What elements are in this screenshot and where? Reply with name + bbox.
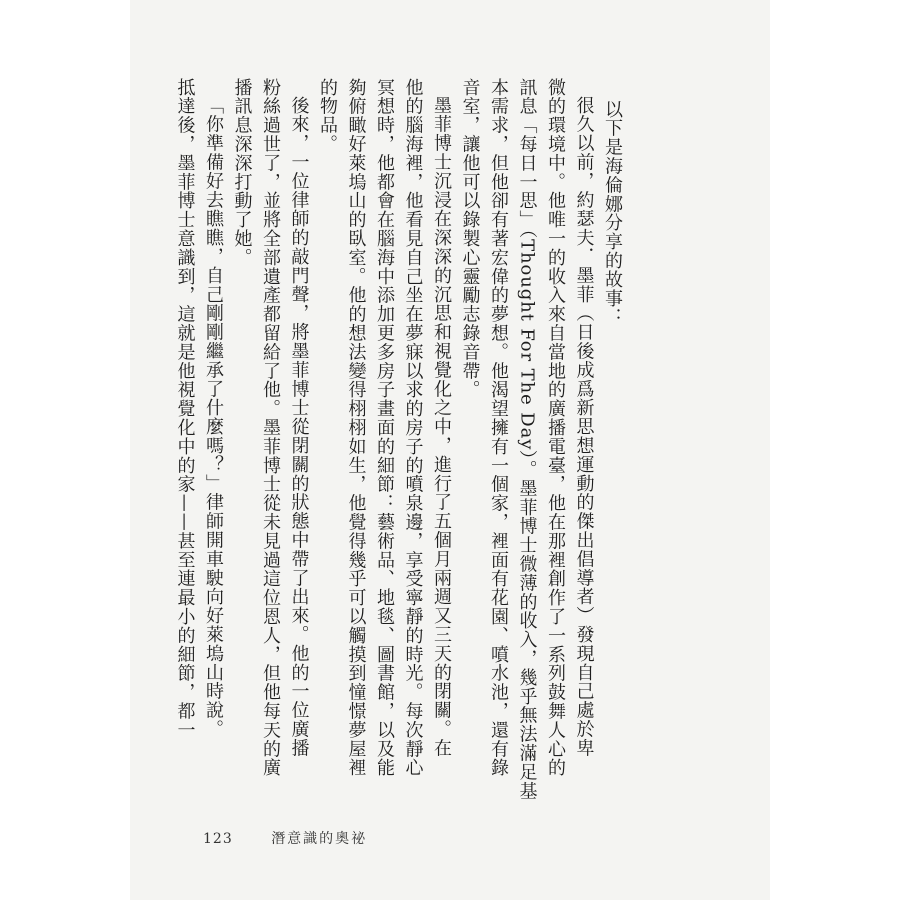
text-line: 很久以前，約瑟夫．墨菲（日後成爲新思想運動的傑出倡導者）發現自己處於卑 <box>573 96 595 758</box>
text-line: 音室，讓他可以錄製心靈勵志錄音帶。 <box>459 78 481 400</box>
text-line: 以下是海倫娜分享的故事： <box>602 99 623 327</box>
text-line: 夠俯瞰好萊塢山的臥室。他的想法變得栩栩如生，他覺得幾乎可以觸摸到憧憬夢屋裡 <box>345 78 367 778</box>
text-line: 墨菲博士沉浸在深深的沉思和視覺化之中，進行了五個月兩週又三天的閉關。在 <box>431 96 452 758</box>
book-page <box>130 0 770 900</box>
text-line: 訊息「每日一思」（Thought For The Day）。墨菲博士微薄的收入，幾乎無法滿足基 <box>516 78 538 801</box>
page-footer <box>203 828 367 848</box>
running-title: 潛意識的奧祕 <box>271 831 368 847</box>
text-line: 播訊息深深打動了她。 <box>231 78 253 267</box>
text-line: 本需求，但他卻有著宏偉的夢想。他渴望擁有一個家，裡面有花園、噴水池，還有錄 <box>488 78 509 778</box>
text-line: 「你準備好去瞧瞧，自己剛剛繼承了什麼嗎？」律師開車駛向好萊塢山時說。 <box>203 96 224 739</box>
text-line: 微的環境中。他唯一的收入來自當地的廣播電臺，他在那裡創作了一系列鼓舞人心的 <box>545 78 566 778</box>
vertical-body-text <box>170 78 626 801</box>
text-line: 後來，一位律師的敲門聲，將墨菲博士從閉關的狀態中帶了出來。他的一位廣播 <box>288 96 310 758</box>
page-number: 123 <box>203 831 233 847</box>
text-line: 的物品。 <box>317 78 338 154</box>
text-line: 粉絲過世了，並將全部遺產都留給了他。墨菲博士從未見過這位恩人，但他每天的廣 <box>260 78 281 778</box>
text-line: 冥想時，他都會在腦海中添加更多房子畫面的細節：藝術品、地毯、圖書館，以及能 <box>374 78 395 778</box>
text-line: 他的腦海裡，他看見自己坐在夢寐以求的房子的噴泉邊，享受寧靜的時光。每次靜心 <box>402 78 424 778</box>
text-line: 抵達後，墨菲博士意識到，這就是他視覺化中的家——甚至連最小的細節，都一 <box>174 78 196 740</box>
